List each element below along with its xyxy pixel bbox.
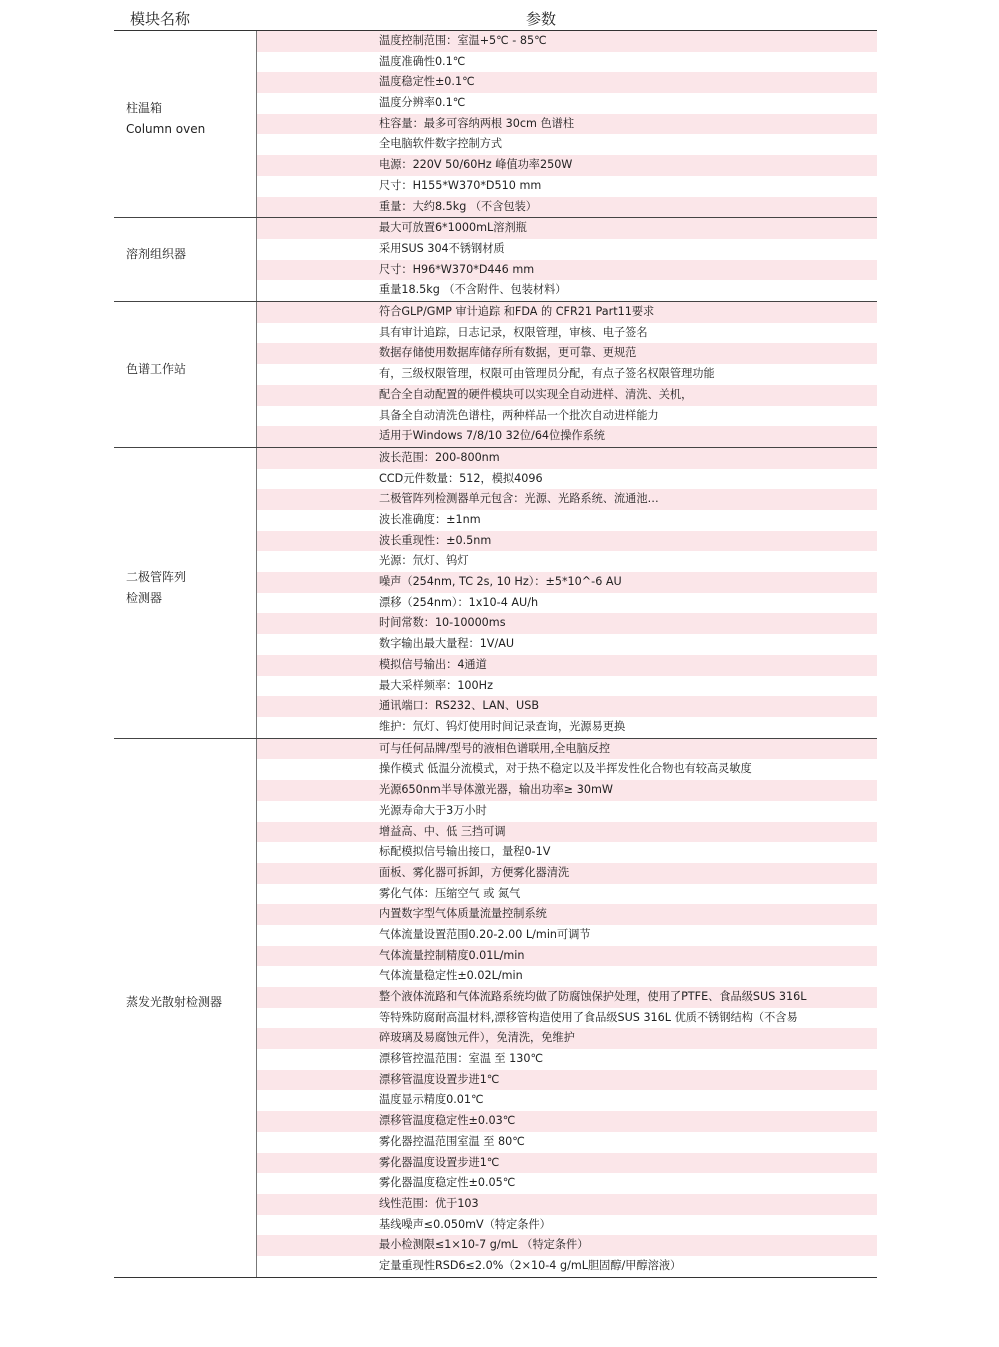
parameter-row: 数据存储使用数据库储存所有数据，更可靠、更规范 — [257, 343, 877, 364]
column-divider — [256, 739, 257, 1277]
parameter-row: 最小检测限≤1×10-7 g/mL （特定条件） — [257, 1235, 877, 1256]
parameter-row: 标配模拟信号输出接口，量程0-1V — [257, 842, 877, 863]
parameter-row: 配合全自动配置的硬件模块可以实现全自动进样、清洗、关机， — [257, 385, 877, 406]
column-divider — [256, 31, 257, 217]
parameter-row: 柱容量：最多可容纳两根 30cm 色谱柱 — [257, 114, 877, 135]
group-dad-detector — [114, 448, 877, 739]
parameter-row: 基线噪声≤0.050mV（特定条件） — [257, 1215, 877, 1236]
parameter-row: 内置数字型气体质量流量控制系统 — [257, 904, 877, 925]
module-name-line: 色谱工作站 — [126, 362, 187, 377]
header-module-name: 模块名称 — [130, 10, 191, 28]
parameter-row: 时间常数：10-10000ms — [257, 613, 877, 634]
header-parameters: 参数 — [526, 10, 557, 28]
parameter-row: 光源650nm半导体激光器，输出功率≥ 30mW — [257, 780, 877, 801]
parameter-list — [257, 31, 877, 217]
column-divider — [256, 218, 257, 301]
group-elsd-detector — [114, 739, 877, 1278]
parameter-row: 操作模式 低温分流模式，对于热不稳定以及半挥发性化合物也有较高灵敏度 — [257, 759, 877, 780]
parameter-row: 模拟信号输出：4通道 — [257, 655, 877, 676]
module-name-line: 柱温箱 — [126, 101, 163, 116]
parameter-row: 雾化气体：压缩空气 或 氮气 — [257, 884, 877, 905]
parameter-row: 具有审计追踪，日志记录，权限管理，审核、电子签名 — [257, 323, 877, 344]
parameter-row: 温度显示精度0.01℃ — [257, 1090, 877, 1111]
parameter-row: CCD元件数量：512，模拟4096 — [257, 469, 877, 490]
parameter-row: 最大采样频率：100Hz — [257, 676, 877, 697]
module-name-line: Column oven — [126, 122, 206, 137]
column-divider — [256, 302, 257, 447]
parameter-row: 二极管阵列检测器单元包含：光源、光路系统、流通池… — [257, 489, 877, 510]
parameter-row: 等特殊防腐耐高温材料,漂移管构造使用了食品级SUS 316L 优质不锈钢结构（不含易 — [257, 1008, 877, 1029]
parameter-row: 通讯端口：RS232、LAN、USB — [257, 696, 877, 717]
parameter-row: 波长范围：200-800nm — [257, 448, 877, 469]
parameter-row: 温度准确性0.1℃ — [257, 52, 877, 73]
parameter-list — [257, 448, 877, 738]
parameter-row: 采用SUS 304不锈钢材质 — [257, 239, 877, 260]
table-body — [114, 31, 877, 1278]
table-header — [114, 0, 877, 31]
parameter-row: 数字输出最大量程：1V/AU — [257, 634, 877, 655]
parameter-row: 波长重现性：±0.5nm — [257, 531, 877, 552]
module-name-line: 蒸发光散射检测器 — [126, 995, 223, 1010]
parameter-row: 符合GLP/GMP 审计追踪 和FDA 的 CFR21 Part11要求 — [257, 302, 877, 323]
module-name — [126, 992, 256, 1013]
parameter-row: 有，三级权限管理，权限可由管理员分配，有点子签名权限管理功能 — [257, 364, 877, 385]
parameter-row: 碎玻璃及易腐蚀元件），免清洗，免维护 — [257, 1028, 877, 1049]
parameter-row: 可与任何品牌/型号的液相色谱联用,全电脑反控 — [257, 739, 877, 760]
module-name — [126, 359, 256, 380]
module-name — [126, 98, 256, 140]
parameter-row: 电源：220V 50/60Hz 峰值功率250W — [257, 155, 877, 176]
module-name — [126, 244, 256, 265]
parameter-list — [257, 218, 877, 301]
parameter-row: 维护：氘灯、钨灯使用时间记录查询，光源易更换 — [257, 717, 877, 738]
parameter-row: 噪声（254nm, TC 2s, 10 Hz）：±5*10^-6 AU — [257, 572, 877, 593]
parameter-row: 重量18.5kg （不含附件、包装材料） — [257, 280, 877, 301]
parameter-row: 定量重现性RSD6≤2.0%（2×10-4 g/mL胆固醇/甲醇溶液） — [257, 1256, 877, 1277]
module-name-line: 溶剂组织器 — [126, 247, 187, 262]
group-workstation — [114, 302, 877, 448]
parameter-row: 气体流量稳定性±0.02L/min — [257, 966, 877, 987]
parameter-row: 尺寸：H96*W370*D446 mm — [257, 260, 877, 281]
parameter-row: 面板、雾化器可拆卸，方便雾化器清洗 — [257, 863, 877, 884]
group-column-oven — [114, 31, 877, 218]
parameter-row: 波长准确度：±1nm — [257, 510, 877, 531]
parameter-row: 增益高、中、低 三挡可调 — [257, 822, 877, 843]
module-name-line: 二极管阵列 — [126, 569, 187, 584]
parameter-row: 漂移（254nm）：1x10-4 AU/h — [257, 593, 877, 614]
parameter-row: 雾化器控温范围室温 至 80℃ — [257, 1132, 877, 1153]
parameter-row: 全电脑软件数字控制方式 — [257, 134, 877, 155]
parameter-row: 最大可放置6*1000mL溶剂瓶 — [257, 218, 877, 239]
parameter-row: 具备全自动清洗色谱柱，两种样品一个批次自动进样能力 — [257, 406, 877, 427]
parameter-row: 漂移管温度稳定性±0.03℃ — [257, 1111, 877, 1132]
parameter-row: 光源寿命大于3万小时 — [257, 801, 877, 822]
parameter-list — [257, 739, 877, 1277]
parameter-row: 重量：大约8.5kg （不含包装） — [257, 197, 877, 218]
parameter-row: 漂移管温度设置步进1℃ — [257, 1070, 877, 1091]
parameter-row: 温度控制范围：室温+5℃ - 85℃ — [257, 31, 877, 52]
spec-table — [114, 0, 877, 1278]
parameter-row: 气体流量控制精度0.01L/min — [257, 946, 877, 967]
group-solvent-organizer — [114, 218, 877, 302]
module-name — [126, 567, 256, 609]
parameter-row: 线性范围：优于103 — [257, 1194, 877, 1215]
parameter-row: 尺寸：H155*W370*D510 mm — [257, 176, 877, 197]
parameter-row: 雾化器温度稳定性±0.05℃ — [257, 1173, 877, 1194]
parameter-row: 光源：氘灯、钨灯 — [257, 551, 877, 572]
column-divider — [256, 448, 257, 738]
parameter-row: 温度分辨率0.1℃ — [257, 93, 877, 114]
parameter-row: 漂移管控温范围：室温 至 130℃ — [257, 1049, 877, 1070]
parameter-row: 雾化器温度设置步进1℃ — [257, 1153, 877, 1174]
parameter-row: 整个液体流路和气体流路系统均做了防腐蚀保护处理，使用了PTFE、食品级SUS 316L — [257, 987, 877, 1008]
parameter-row: 温度稳定性±0.1℃ — [257, 72, 877, 93]
parameter-row: 气体流量设置范围0.20-2.00 L/min可调节 — [257, 925, 877, 946]
module-name-line: 检测器 — [126, 590, 163, 605]
parameter-row: 适用于Windows 7/8/10 32位/64位操作系统 — [257, 426, 877, 447]
parameter-list — [257, 302, 877, 447]
